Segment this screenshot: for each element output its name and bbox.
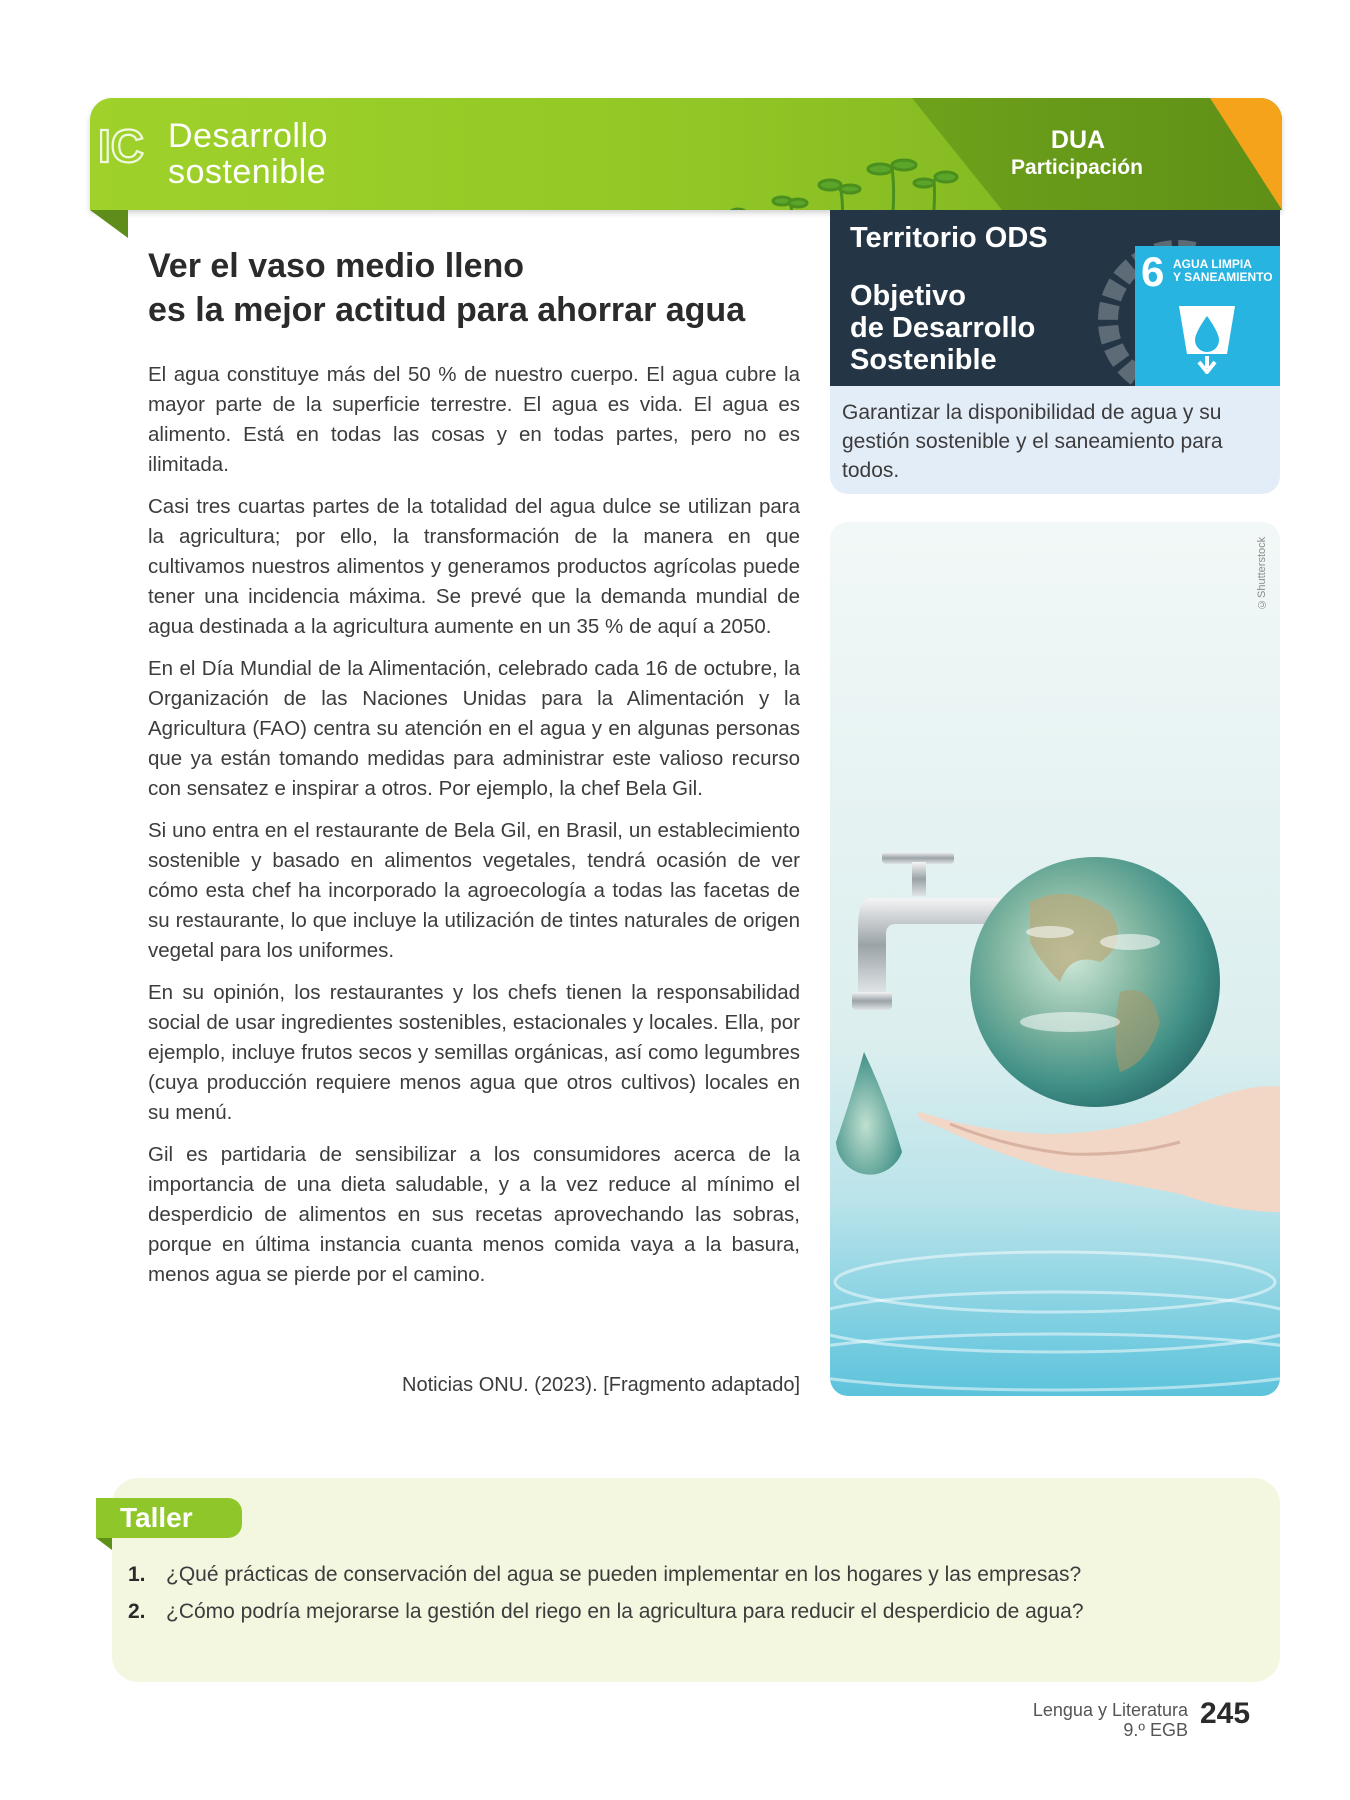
- dua-subtitle: Participación: [1011, 156, 1143, 179]
- article-paragraph: Gil es partidaria de sensibilizar a los consumidores acerca de la importancia de una dieta saludable, y a la vez reduce al mínimo el desperdicio de alimentos en sus recetas aprovechando las sobras, porque en última instancia cuanta menos comida vaya a la basura, menos agua se pierde por el camino.: [148, 1143, 800, 1286]
- ods-subtitle-line1: Objetivo: [850, 280, 967, 312]
- article-body: [148, 360, 800, 1302]
- sdg6-number: 6: [1141, 248, 1165, 295]
- ods-subtitle: [850, 280, 1035, 376]
- water-globe-illustration: [830, 522, 1280, 1396]
- dua-label: DUA: [1050, 126, 1106, 154]
- water-glass-icon: [1175, 302, 1239, 374]
- footer-subject: Lengua y Literatura: [1032, 1700, 1188, 1720]
- article-paragraph: Si uno entra en el restaurante de Bela Gil, en Brasil, un establecimiento sostenible y basado en alimentos vegetales, tendrá ocasión de ver cómo esta chef ha incorporado la agroecología a todas las facetas de su restaurante, lo que incluye la utilización de tintes naturales de origen vegetal para los uniformes.: [148, 819, 800, 962]
- question-text: ¿Qué prácticas de conservación del agua se pueden implementar en los hogares y las empresas?: [166, 1563, 1082, 1586]
- article-paragraph: En su opinión, los restaurantes y los chefs tienen la responsabilidad social de usar ingredientes sostenibles, estacionales y locales. Ella, por ejemplo, incluye frutos secos y semillas orgánicas, así como legumbres (cuya producción requiere menos agua que otros cultivos) locales en su menú.: [148, 981, 800, 1124]
- sdg6-name: [1173, 258, 1273, 284]
- question-text: ¿Cómo podría mejorarse la gestión del riego en la agricultura para reducir el desperdicio de agua?: [166, 1600, 1084, 1623]
- footer-grade: 9.º EGB: [1123, 1720, 1188, 1740]
- article-paragraph: En el Día Mundial de la Alimentación, celebrado cada 16 de octubre, la Organización de las Naciones Unidas para la Alimentación y la Agricultura (FAO) centra su atención en el agua y en algunas personas que ya están tomando medidas para administrar este valioso recurso con sensatez e inspirar a otros. Por ejemplo, la chef Bela Gil.: [148, 657, 800, 800]
- ic-logo-icon: [96, 116, 156, 176]
- photo-credit: ©Shutterstock: [1256, 536, 1268, 610]
- question-number: 2.: [128, 1600, 146, 1623]
- taller-label-fold: [96, 1538, 112, 1550]
- sdg6-name-line2: Y SANEAMIENTO: [1173, 270, 1273, 284]
- page-number: 245: [1200, 1697, 1251, 1730]
- taller-questions: [128, 1556, 1248, 1630]
- ods-subtitle-line3: Sostenible: [850, 344, 997, 376]
- question-number: 1.: [128, 1563, 146, 1586]
- question-item: [128, 1556, 1248, 1593]
- article-paragraph: Casi tres cuartas partes de la totalidad del agua dulce se utilizan para la agricultura; por ello, la transformación de la manera en que cultivamos nuestros alimentos y generamos productos agrícolas puede tener una incidencia máxima. Se prevé que la demanda mundial de agua destinada a la agricultura aumente en un 35 % de aquí a 2050.: [148, 495, 800, 638]
- question-item: [128, 1593, 1248, 1630]
- article-paragraph: El agua constituye más del 50 % de nuestro cuerpo. El agua cubre la mayor parte de la superficie terrestre. El agua es vida. El agua es alimento. Está en todas las cosas y en todas partes, pero no es ilimitada.: [148, 363, 800, 476]
- banner-title-line2: sostenible: [168, 153, 327, 191]
- banner-title: [168, 118, 328, 190]
- sdg6-badge: [1135, 246, 1280, 386]
- ods-panel: [830, 210, 1280, 386]
- ods-title: Territorio ODS: [850, 222, 1048, 254]
- ods-subtitle-line2: de Desarrollo: [850, 312, 1036, 344]
- ods-description: Garantizar la disponibilidad de agua y su gestión sostenible y el saneamiento para todos.: [830, 386, 1280, 494]
- banner-title-line1: Desarrollo: [168, 117, 328, 155]
- article-title-line1: Ver el vaso medio lleno: [148, 247, 525, 285]
- taller-label: Taller: [96, 1498, 242, 1538]
- section-banner: [90, 98, 1282, 210]
- banner-fold: [90, 210, 128, 238]
- sdg6-name-line1: AGUA LIMPIA: [1173, 257, 1252, 271]
- article-title: [148, 244, 808, 332]
- article-source: Noticias ONU. (2023). [Fragmento adaptado]: [402, 1374, 800, 1396]
- water-globe-photo: [830, 522, 1280, 1396]
- svg-text:IC: IC: [98, 120, 144, 172]
- article-title-line2: es la mejor actitud para ahorrar agua: [148, 291, 746, 329]
